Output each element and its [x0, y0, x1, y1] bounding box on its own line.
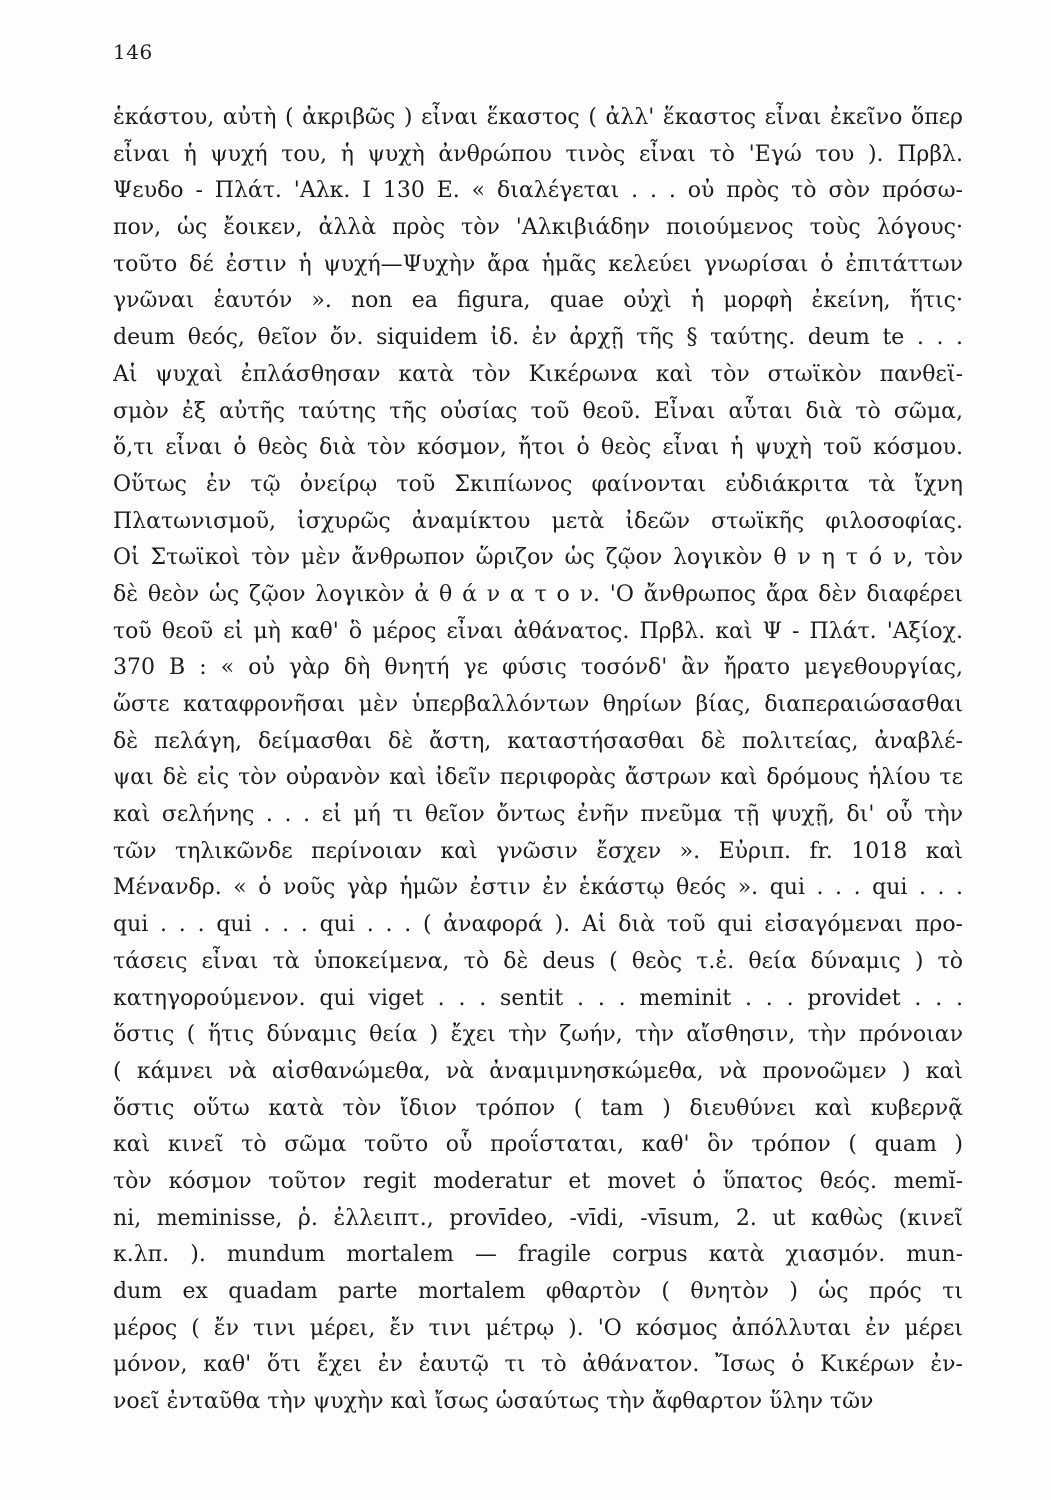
text-line: εἶναι ἡ ψυχή του, ἡ ψυχὴ ἀνθρώπου τινὸς εἶναι τὸ 'Εγώ του ). Πρβλ.: [113, 141, 963, 167]
page-number: 146: [113, 40, 153, 64]
text-line: ni, meminisse, ῥ. ἐλλειπτ., provīdeo, -vīdi, -vīsum, 2. ut καθὼς (κινεῖ: [113, 1205, 963, 1231]
text-line: σμὸν ἐξ αὐτῆς ταύτης τῆς οὐσίας τοῦ θεοῦ. Εἶναι αὗται διὰ τὸ σῶμα,: [113, 398, 963, 424]
text-line: καὶ κινεῖ τὸ σῶμα τοῦτο οὗ προΐσταται, καθ' ὃν τρόπον ( quam ): [113, 1132, 963, 1158]
text-line: 370 B : « οὐ γὰρ δὴ θνητή γε φύσις τοσόνδ' ἂν ἤρατο μεγεθουργίας,: [113, 655, 963, 681]
text-line: ὅστις οὕτω κατὰ τὸν ἴδιον τρόπον ( tam ) διευθύνει καὶ κυβερνᾷ: [113, 1095, 963, 1121]
text-line: δὲ θεὸν ὡς ζῷον λογικὸν ἀ θ ά ν α τ ο ν. 'Ο ἄνθρωπος ἄρα δὲν διαφέρει: [113, 581, 963, 607]
text-line: Οὕτως ἐν τῷ ὀνείρῳ τοῦ Σκιπίωνος φαίνονται εὐδιάκριτα τὰ ἴχνη: [113, 471, 963, 497]
text-line: ὅ,τι εἶναι ὁ θεὸς διὰ τὸν κόσμον, ἤτοι ὁ θεὸς εἶναι ἡ ψυχὴ τοῦ κόσμου.: [113, 435, 963, 461]
text-line: τὸν κόσμον τοῦτον regit moderatur et movet ὁ ὕπατος θεός. memĭ-: [113, 1168, 963, 1194]
text-line: Οἱ Στωϊκοὶ τὸν μὲν ἄνθρωπον ὥριζον ὡς ζῷον λογικὸν θ ν η τ ό ν, τὸν: [113, 545, 963, 571]
text-line: dum ex quadam parte mortalem φθαρτὸν ( θνητὸν ) ὡς πρός τι: [113, 1279, 963, 1304]
text-line: ὅστις ( ἥτις δύναμις θεία ) ἔχει τὴν ζωήν, τὴν αἴσθησιν, τὴν πρόνοιαν: [113, 1022, 963, 1048]
text-line: καὶ σελήνης . . . εἰ μή τι θεῖον ὄντως ἐνῆν πνεῦμα τῇ ψυχῇ, δι' οὗ τὴν: [113, 802, 963, 828]
text-line: μέρος ( ἔν τινι μέρει, ἔν τινι μέτρῳ ). 'Ο κόσμος ἀπόλλυται ἐν μέρει: [113, 1315, 963, 1341]
text-line: qui . . . qui . . . qui . . . ( ἀναφορά ). Αἱ διὰ τοῦ qui εἰσαγόμεναι προ-: [113, 912, 963, 938]
text-line: γνῶναι ἑαυτόν ». non ea figura, quae οὐχὶ ἡ μορφὴ ἐκείνη, ἥτις·: [113, 288, 963, 314]
text-line: τοῦτο δέ ἐστιν ἡ ψυχή—Ψυχὴν ἄρα ἡμᾶς κελεύει γνωρίσαι ὁ ἐπιτάττων: [113, 251, 963, 277]
text-line: Αἱ ψυχαὶ ἐπλάσθησαν κατὰ τὸν Κικέρωνα καὶ τὸν στωϊκὸν πανθεϊ-: [113, 361, 963, 387]
text-line: ἑκάστου, αὐτὴ ( ἀκριβῶς ) εἶναι ἕκαστος ( ἀλλ' ἕκαστος εἶναι ἐκεῖνο ὅπερ: [113, 105, 963, 130]
text-line: τῶν τηλικῶνδε περίνοιαν καὶ γνῶσιν ἔσχεν ». Εὐριπ. fr. 1018 καὶ: [113, 838, 963, 864]
text-line: μόνον, καθ' ὅτι ἔχει ἐν ἑαυτῷ τι τὸ ἀθάνατον. Ἴσως ὁ Κικέρων ἐν-: [113, 1352, 963, 1378]
text-line: Ψευδο - Πλάτ. 'Αλκ. I 130 E. « διαλέγεται . . . οὐ πρὸς τὸ σὸν πρόσω-: [113, 178, 963, 204]
text-line: deum θεός, θεῖον ὄν. siquidem ἰδ. ἐν ἀρχῇ τῆς § ταύτης. deum te . . .: [113, 325, 963, 351]
text-line: τάσεις εἶναι τὰ ὑποκείμενα, τὸ δὲ deus ( θεὸς τ.ἐ. θεία δύναμις ) τὸ: [113, 948, 963, 974]
text-line: ψαι δὲ εἰς τὸν οὐρανὸν καὶ ἰδεῖν περιφορὰς ἄστρων καὶ δρόμους ἡλίου τε: [113, 765, 963, 791]
commentary-text: [113, 100, 963, 1421]
text-line: ὥστε καταφρονῆσαι μὲν ὑπερβαλλόντων θηρίων βίας, διαπεραιώσασθαι: [113, 692, 963, 717]
text-line: δὲ πελάγη, δείμασθαι δὲ ἄστη, καταστήσασθαι δὲ πολιτείας, ἀναβλέ-: [113, 728, 963, 754]
text-line: πον, ὡς ἔοικεν, ἀλλὰ πρὸς τὸν 'Αλκιβιάδην ποιούμενος τοὺς λόγους·: [113, 215, 963, 241]
text-line: τοῦ θεοῦ εἰ μὴ καθ' ὃ μέρος εἶναι ἀθάνατος. Πρβλ. καὶ Ψ - Πλάτ. 'Αξίοχ.: [113, 618, 963, 644]
text-line: Μένανδρ. « ὁ νοῦς γὰρ ἡμῶν ἐστιν ἐν ἑκάστῳ θεός ». qui . . . qui . . .: [113, 875, 963, 901]
text-line: νοεῖ ἐνταῦθα τὴν ψυχὴν καὶ ἴσως ὡσαύτως τὴν ἄφθαρτον ὕλην τῶν: [113, 1389, 874, 1415]
text-line: κ.λπ. ). mundum mortalem — fragile corpus κατὰ χιασμόν. mun-: [113, 1242, 963, 1268]
text-line: Πλατωνισμοῦ, ἰσχυρῶς ἀναμίκτου μετὰ ἰδεῶν στωϊκῆς φιλοσοφίας.: [113, 508, 963, 534]
text-line: κατηγορούμενον. qui viget . . . sentit . . . meminit . . . providet . . .: [113, 985, 963, 1011]
text-line: ( κάμνει νὰ αἰσθανώμεθα, νὰ ἀναμιμνησκώμεθα, νὰ προνοῶμεν ) καὶ: [113, 1058, 963, 1084]
